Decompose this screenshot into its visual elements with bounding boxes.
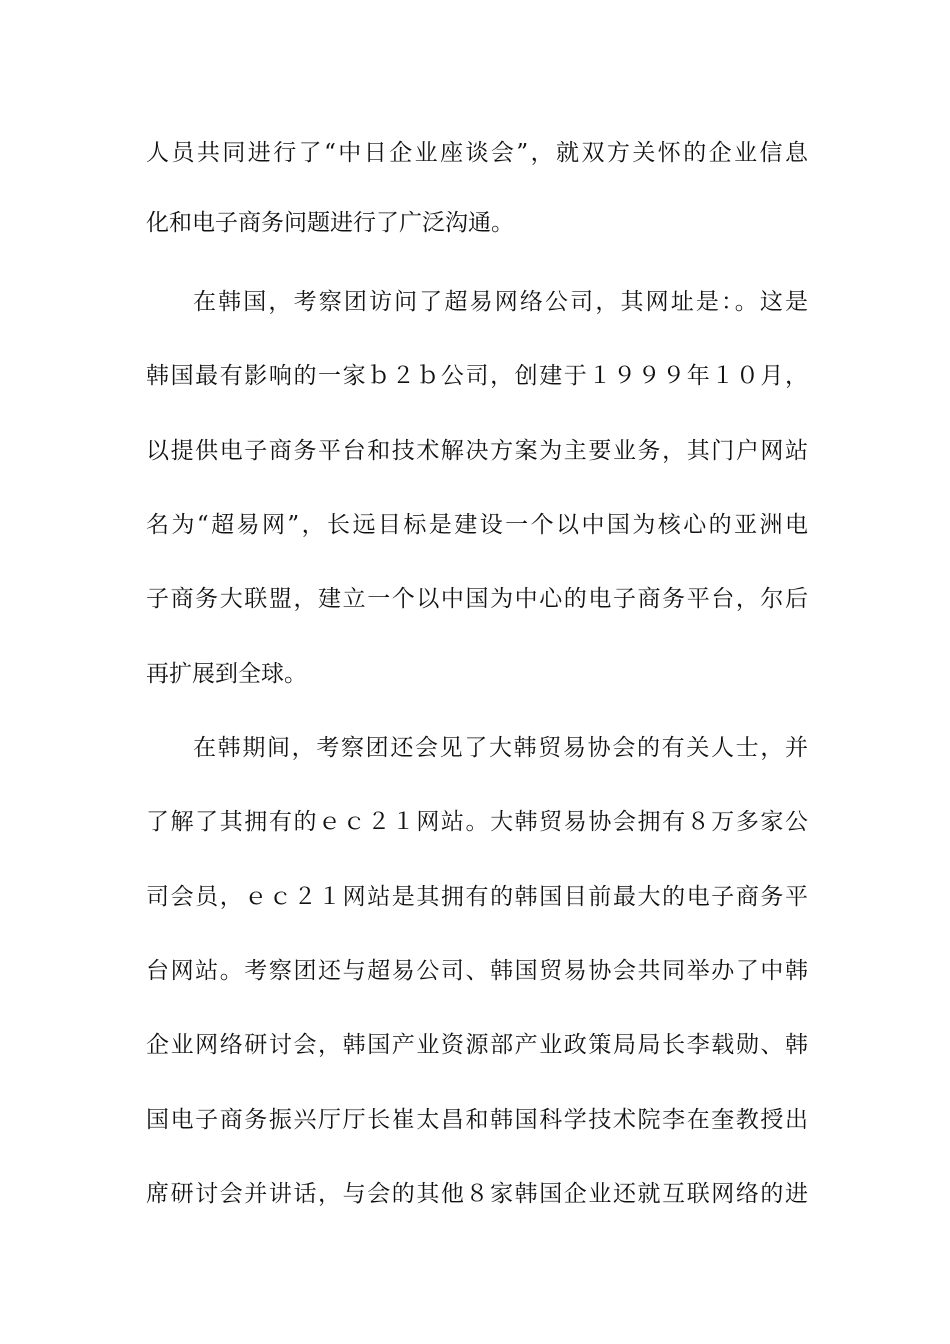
text-line: 企业网络研讨会，韩国产业资源部产业政策局局长李载勋、韩 bbox=[146, 1032, 808, 1058]
text-line: 子商务大联盟，建立一个以中国为中心的电子商务平台，尔后 bbox=[146, 586, 808, 612]
text-line: 台网站。考察团还与超易公司、韩国贸易协会共同举办了中韩 bbox=[146, 958, 808, 984]
text-line: 人员共同进行了“中日企业座谈会”，就双方关怀的企业信息 bbox=[146, 140, 808, 166]
text-line: 化和电子商务问题进行了广泛沟通。 bbox=[146, 210, 514, 236]
text-line: 以提供电子商务平台和技术解决方案为主要业务，其门户网站 bbox=[146, 438, 808, 464]
text-line: 国电子商务振兴厅厅长崔太昌和韩国科学技术院李在奎教授出 bbox=[146, 1107, 808, 1133]
text-line: 再扩展到全球。 bbox=[146, 661, 307, 687]
text-line: 在韩国，考察团访问了超易网络公司，其网址是：。这是 bbox=[193, 289, 808, 315]
text-line: 韩国最有影响的一家ｂ２ｂ公司，创建于１９９９年１０月， bbox=[146, 363, 808, 389]
text-line: 名为“超易网”，长远目标是建设一个以中国为核心的亚洲电 bbox=[146, 512, 808, 538]
text-line: 司会员，ｅｃ２１网站是其拥有的韩国目前最大的电子商务平 bbox=[146, 884, 808, 910]
text-line: 席研讨会并讲话，与会的其他８家韩国企业还就互联网络的进 bbox=[146, 1181, 808, 1207]
text-line: 了解了其拥有的ｅｃ２１网站。大韩贸易协会拥有８万多家公 bbox=[146, 809, 808, 835]
text-line: 在韩期间，考察团还会见了大韩贸易协会的有关人士，并 bbox=[193, 735, 808, 761]
